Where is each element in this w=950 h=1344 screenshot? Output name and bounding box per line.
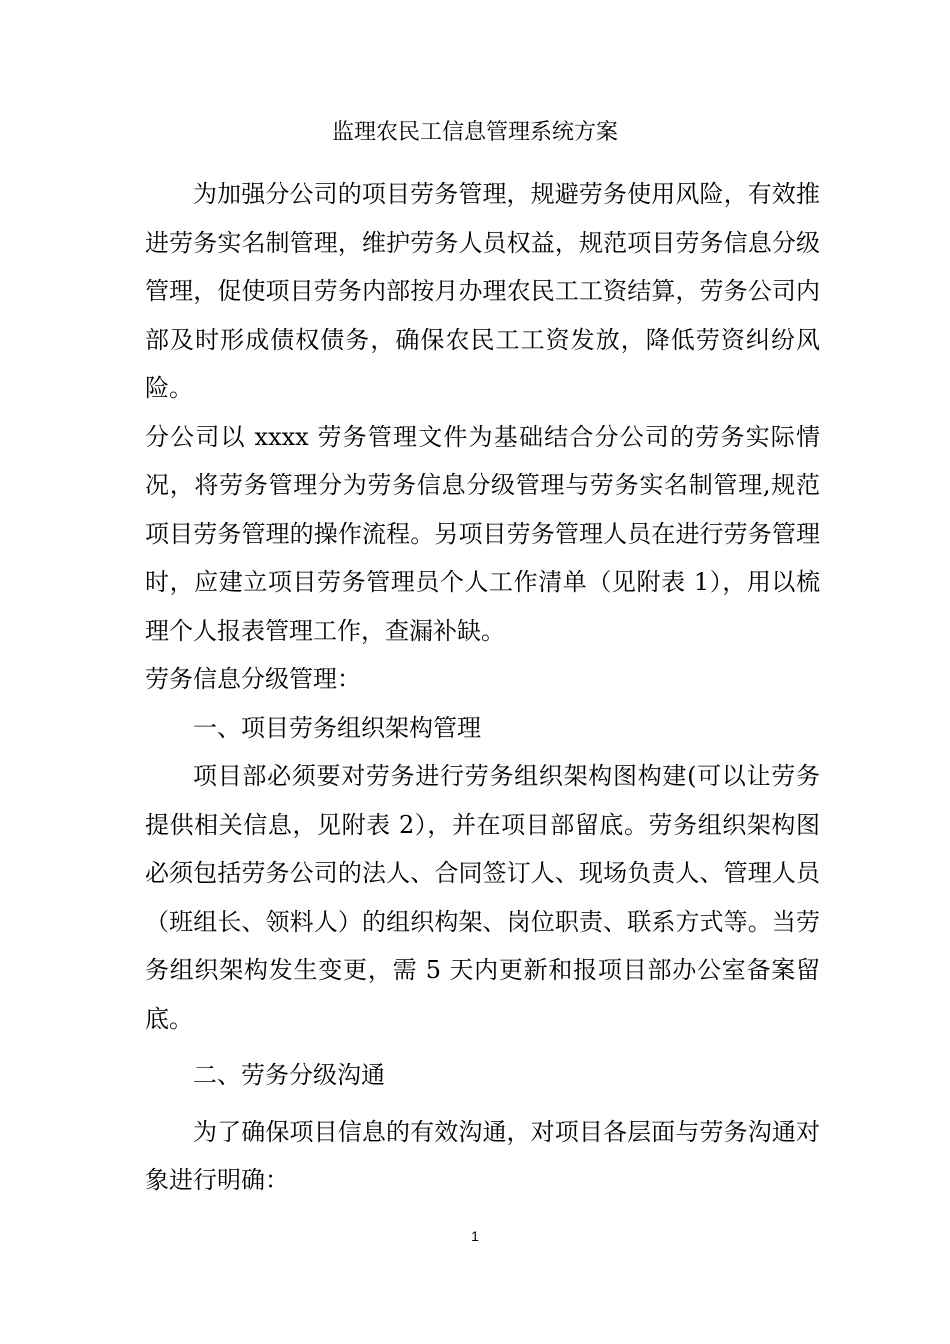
paragraph-organization: 项目部必须要对劳务进行劳务组织架构图构建(可以让劳务提供相关信息，见附表 2），并在项目部留底。劳务组织架构图必须包括劳务公司的法人、合同签订人、现场负责人、管理人员（班组长、领料人）的组织构架、岗位职责、联系方式等。当劳务组织架构发生变更，需 5 天内更新和报项目部办公室备案留底。 [145,762,820,1033]
paragraph-communication: 为了确保项目信息的有效沟通，对项目各层面与劳务沟通对象进行明确： [145,1117,820,1194]
page-number: 1 [471,1228,479,1244]
paragraph-intro: 为加强分公司的项目劳务管理，规避劳务使用风险，有效推进劳务实名制管理，维护劳务人员权益，规范项目劳务信息分级管理，促使项目劳务内部按月办理农民工工资结算，劳务公司内部及时形成债权债务，确保农民工工资发放，降低劳资纠纷风险。 [145,180,820,402]
subsection-heading-organization: 一、项目劳务组织架构管理 [193,713,481,742]
page-title: 监理农民工信息管理系统方案 [331,120,618,145]
section-heading-info-management: 劳务信息分级管理： [145,665,361,693]
subsection-heading-communication: 二、劳务分级沟通 [193,1061,385,1089]
paragraph-scope: 分公司以 xxxx 劳务管理文件为基础结合分公司的劳务实际情况，将劳务管理分为劳务信息分级管理与劳务实名制管理,规范项目劳务管理的操作流程。另项目劳务管理人员在进行劳务管理时，应建立项目劳务管理员个人工作清单（见附表 1），用以梳理个人报表管理工作，查漏补缺。 [145,422,820,645]
document-body [145,170,820,1205]
